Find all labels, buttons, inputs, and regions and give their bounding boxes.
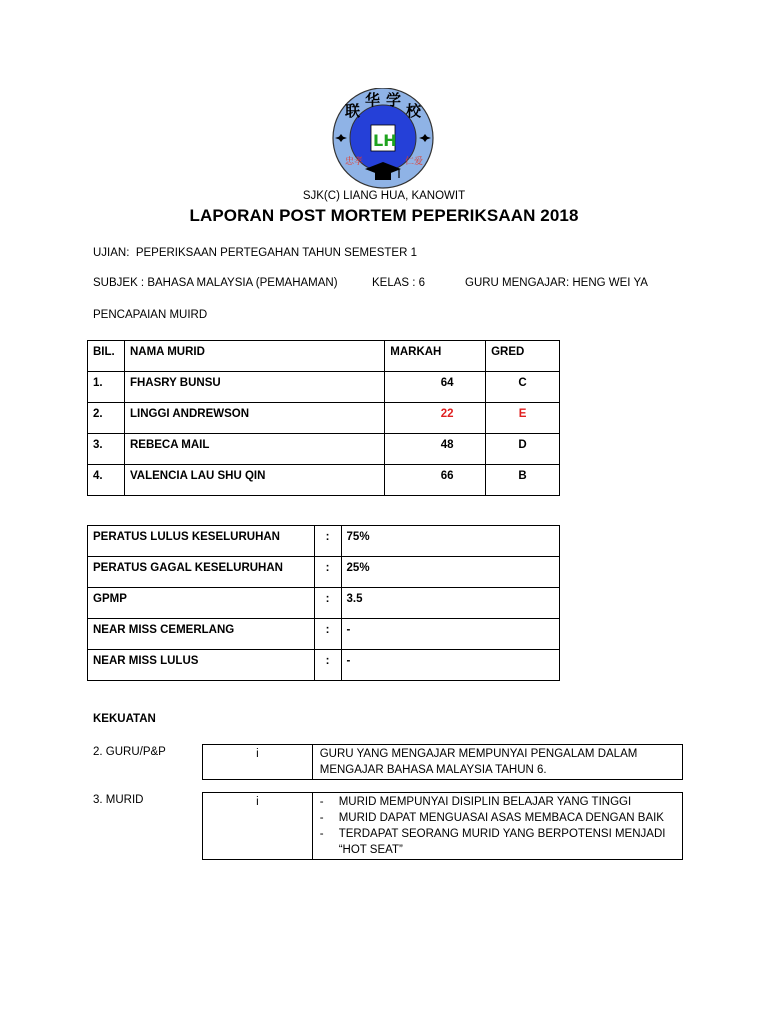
school-name: SJK(C) LIANG HUA, KANOWIT bbox=[302, 190, 466, 202]
summary-table bbox=[87, 525, 560, 681]
murid-label: 3. MURID bbox=[93, 794, 144, 806]
murid-roman: i bbox=[203, 793, 313, 860]
ujian-label: UJIAN: bbox=[93, 247, 130, 259]
summary-label: PERATUS GAGAL KESELURUHAN bbox=[88, 557, 315, 588]
summary-row bbox=[88, 650, 560, 681]
report-title: LAPORAN POST MORTEM PEPERIKSAAN 2018 bbox=[189, 206, 579, 225]
ujian-line bbox=[93, 247, 417, 259]
logo-initials: LH bbox=[373, 131, 397, 150]
students-table bbox=[87, 340, 560, 496]
header-markah: MARKAH bbox=[385, 341, 486, 372]
header-bil: BIL. bbox=[88, 341, 125, 372]
header-nama: NAMA MURID bbox=[124, 341, 384, 372]
student-bil: 4. bbox=[88, 465, 125, 496]
guru-label: GURU MENGAJAR: bbox=[465, 277, 570, 289]
summary-value: - bbox=[341, 619, 559, 650]
murid-row bbox=[203, 793, 683, 860]
svg-text:联: 联 bbox=[345, 102, 361, 120]
guru-pp-row bbox=[203, 745, 683, 780]
summary-label: NEAR MISS CEMERLANG bbox=[88, 619, 315, 650]
list-item: - MURID DAPAT MENGUASAI ASAS MEMBACA DENGAN BAIK bbox=[320, 810, 677, 826]
guru-pp-roman: i bbox=[203, 745, 313, 780]
student-markah: 66 bbox=[385, 465, 486, 496]
student-gred: D bbox=[486, 434, 560, 465]
student-nama: FHASRY BUNSU bbox=[124, 372, 384, 403]
summary-label: NEAR MISS LULUS bbox=[88, 650, 315, 681]
summary-row bbox=[88, 526, 560, 557]
student-nama: REBECA MAIL bbox=[124, 434, 384, 465]
student-nama: VALENCIA LAU SHU QIN bbox=[124, 465, 384, 496]
table-row bbox=[88, 434, 560, 465]
summary-value: 3.5 bbox=[341, 588, 559, 619]
student-nama: LINGGI ANDREWSON bbox=[124, 403, 384, 434]
table-header-row bbox=[88, 341, 560, 372]
pencapaian-heading: PENCAPAIAN MUIRD bbox=[93, 309, 208, 321]
guru-pp-table bbox=[202, 744, 683, 780]
student-gred: E bbox=[486, 403, 560, 434]
header-gred: GRED bbox=[486, 341, 560, 372]
subjek-line bbox=[93, 277, 338, 289]
list-item: - MURID MEMPUNYAI DISIPLIN BELAJAR YANG TINGGI bbox=[320, 794, 677, 810]
subjek-value: BAHASA MALAYSIA (PEMAHAMAN) bbox=[147, 277, 338, 289]
ujian-value: PEPERIKSAAN PERTEGAHAN TAHUN SEMESTER 1 bbox=[135, 247, 417, 259]
summary-value: 75% bbox=[341, 526, 559, 557]
murid-table bbox=[202, 792, 683, 860]
student-bil: 3. bbox=[88, 434, 125, 465]
summary-label: GPMP bbox=[88, 588, 315, 619]
summary-row bbox=[88, 619, 560, 650]
subjek-label: SUBJEK : bbox=[93, 277, 145, 289]
student-gred: C bbox=[486, 372, 560, 403]
logo-motto-right: 仁爱 bbox=[405, 157, 424, 167]
summary-label: PERATUS LULUS KESELURUHAN bbox=[88, 526, 315, 557]
student-gred: B bbox=[486, 465, 560, 496]
kelas-label: KELAS : bbox=[372, 277, 416, 289]
list-item: - TERDAPAT SEORANG MURID YANG BERPOTENSI MENJADI “HOT SEAT” bbox=[320, 826, 677, 858]
svg-text:华: 华 bbox=[365, 91, 381, 109]
murid-points bbox=[312, 793, 682, 860]
summary-row bbox=[88, 588, 560, 619]
kekuatan-heading: KEKUATAN bbox=[93, 713, 156, 725]
summary-value: 25% bbox=[341, 557, 559, 588]
summary-row bbox=[88, 557, 560, 588]
summary-separator: : bbox=[314, 526, 341, 557]
student-markah: 22 bbox=[385, 403, 486, 434]
summary-separator: : bbox=[314, 619, 341, 650]
svg-text:校: 校 bbox=[406, 102, 422, 120]
murid-point-list bbox=[320, 794, 677, 858]
guru-line bbox=[465, 277, 648, 289]
table-row bbox=[88, 465, 560, 496]
summary-separator: : bbox=[314, 557, 341, 588]
summary-value: - bbox=[341, 650, 559, 681]
table-row bbox=[88, 372, 560, 403]
student-bil: 2. bbox=[88, 403, 125, 434]
kelas-line bbox=[372, 277, 425, 289]
guru-pp-label: 2. GURU/P&P bbox=[93, 746, 166, 758]
svg-text:学: 学 bbox=[386, 91, 402, 109]
guru-value: HENG WEI YA bbox=[572, 277, 648, 289]
guru-pp-text: GURU YANG MENGAJAR MEMPUNYAI PENGALAM DALAM MENGAJAR BAHASA MALAYSIA TAHUN 6. bbox=[312, 745, 682, 780]
school-logo bbox=[325, 88, 441, 192]
logo-motto-left: 忠孝 bbox=[345, 157, 364, 167]
kelas-value: 6 bbox=[418, 277, 426, 289]
summary-separator: : bbox=[314, 650, 341, 681]
student-markah: 64 bbox=[385, 372, 486, 403]
student-bil: 1. bbox=[88, 372, 125, 403]
summary-separator: : bbox=[314, 588, 341, 619]
table-row bbox=[88, 403, 560, 434]
student-markah: 48 bbox=[385, 434, 486, 465]
